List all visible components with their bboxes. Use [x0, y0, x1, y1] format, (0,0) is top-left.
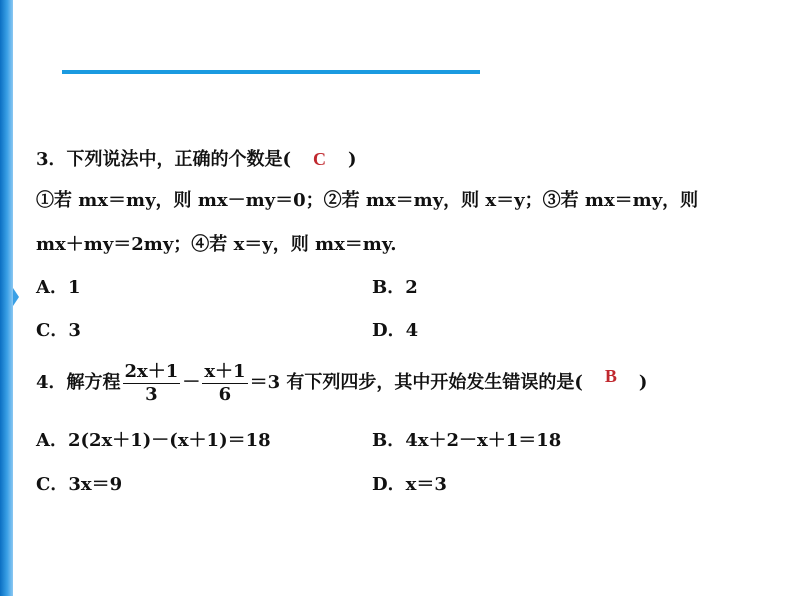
q4-option-d[interactable]: D．x＝3	[372, 474, 447, 495]
q3-close: )	[348, 149, 357, 170]
q4-prefix: 4．解方程	[36, 372, 121, 393]
q3-option-d[interactable]: D．4	[372, 320, 419, 341]
q4-close: )	[638, 372, 648, 393]
q4-option-c[interactable]: C．3x＝9	[36, 474, 123, 495]
title-underline	[62, 70, 480, 74]
q4-stem-row	[36, 360, 647, 406]
q3-stem-row	[36, 148, 357, 171]
q4-frac2-denominator: 6	[218, 383, 232, 405]
q4-frac1-denominator: 3	[145, 383, 158, 405]
q3-option-a[interactable]: A．1	[36, 277, 81, 298]
q3-option-c[interactable]: C．3	[36, 320, 81, 341]
q3-statement-line2: mx＋my＝2my；④若 x＝y，则 mx＝my.	[36, 234, 397, 255]
q4-minus: －	[182, 372, 201, 393]
q3-option-b[interactable]: B．2	[372, 277, 418, 298]
q3-stem: 3．下列说法中，正确的个数是(	[36, 149, 292, 170]
q4-fraction-2	[202, 361, 247, 406]
left-accent-bar	[0, 0, 13, 596]
q4-answer: B	[604, 366, 617, 386]
q4-frac2-numerator: x＋1	[204, 360, 246, 382]
q3-statement-line1: ①若 mx＝my，则 mx－my＝0；②若 mx＝my，则 x＝y；③若 mx＝my，则	[36, 190, 699, 211]
q4-frac1-numerator: 2x＋1	[124, 360, 179, 382]
slide-nav-arrow[interactable]	[13, 288, 19, 306]
q3-answer: C	[313, 149, 327, 169]
q4-suffix: ＝3 有下列四步，其中开始发生错误的是(	[249, 372, 583, 393]
q4-option-a[interactable]: A．2(2x＋1)－(x＋1)＝18	[36, 430, 271, 451]
q4-option-b[interactable]: B．4x＋2－x＋1＝18	[372, 430, 562, 451]
q4-fraction-1	[123, 361, 181, 406]
